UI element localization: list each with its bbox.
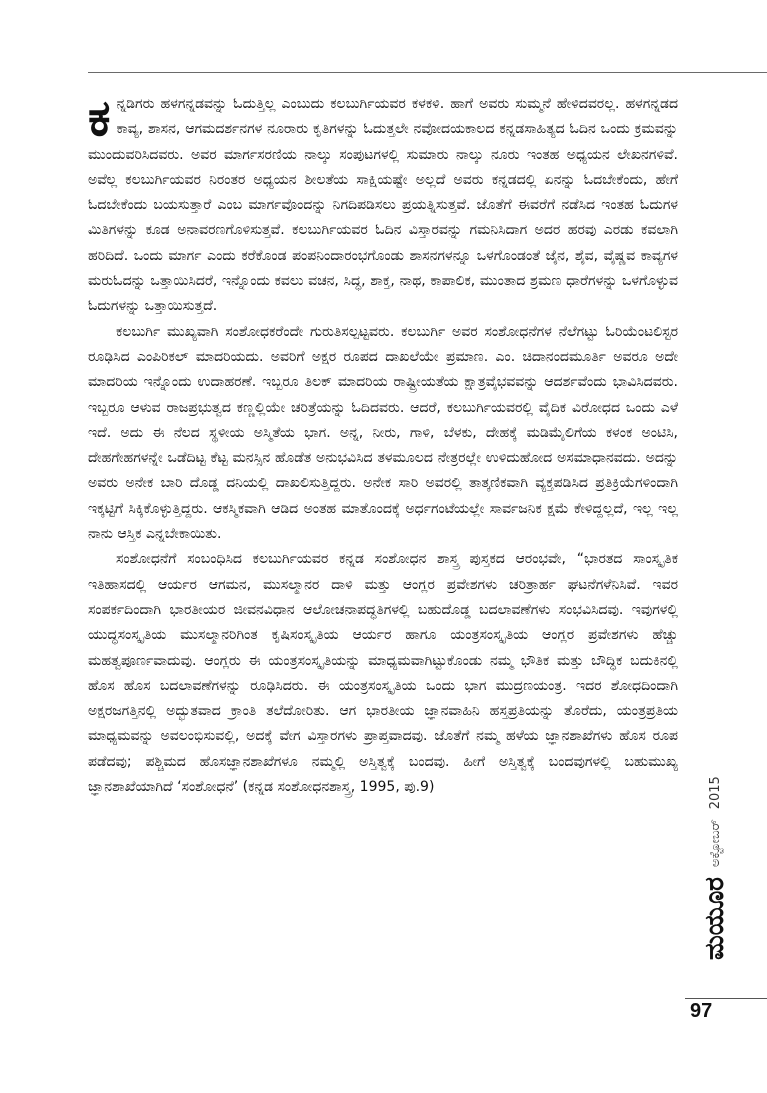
- masthead-rotated: [690, 720, 740, 960]
- paragraph-2: ಕಲಬುರ್ಗಿ ಮುಖ್ಯವಾಗಿ ಸಂಶೋಧಕರೆಂದೇ ಗುರುತಿಸಲ್ಪಟ್ಟವರು. ಕಲಬುರ್ಗಿ ಅವರ ಸಂಶೋಧನೆಗಳ ನೆಲೆಗಟ್ಟು ಓರಿಯೆಂಟಲಿಸ್ಟರ ರೂಢಿಸಿದ ಎಂಪಿರಿಕಲ್ ಮಾದರಿಯದು. ಅವರಿಗೆ ಅಕ್ಷರ ರೂಪದ ದಾಖಲೆಯೇ ಪ್ರಮಾಣ. ಎಂ. ಚಿದಾನಂದಮೂರ್ತಿ ಅವರೂ ಅದೇ ಮಾದರಿಯ ಇನ್ನೊಂದು ಉದಾಹರಣೆ. ಇಬ್ಬರೂ ತಿಲಕ್ ಮಾದರಿಯ ರಾಷ್ಟ್ರೀಯತೆಯ ಕ್ಷಾತ್ರವೈಭವವನ್ನು ಆದರ್ಶವೆಂದು ಭಾವಿಸಿದವರು. ಇಬ್ಬರೂ ಆಳುವ ರಾಜಪ್ರಭುತ್ವದ ಕಣ್ಣಲ್ಲಿಯೇ ಚರಿತ್ರೆಯನ್ನು ಓದಿದವರು. ಆದರೆ, ಕಲಬುರ್ಗಿಯವರಲ್ಲಿ ವೈದಿಕ ವಿರೋಧದ ಒಂದು ಎಳೆ ಇದೆ. ಅದು ಈ ನೆಲದ ಸ್ಥಳೀಯ ಅಸ್ಮಿತೆಯ ಭಾಗ. ಅನ್ನ, ನೀರು, ಗಾಳಿ, ಬೆಳಕು, ದೇಹಕ್ಕೆ ಮಡಿಮೈಲಿಗೆಯ ಕಳಂಕ ಅಂಟಿಸಿ, ದೇಹಗೇಹಗಳನ್ನೇ ಒಡೆದಿಟ್ಟ ಕೆಟ್ಟ ಮನಸ್ಸಿನ ಹೊಡೆತ ಅನುಭವಿಸಿದ ತಳಮೂಲದ ನೇತ್ರರಲ್ಲೇ ಉಳಿದುಹೋದ ಅಸಮಾಧಾನವದು. ಅದನ್ನು ಅವರು ಅನೇಕ ಬಾರಿ ದೊಡ್ಡ ದನಿಯಲ್ಲಿ ದಾಖಲಿಸುತ್ತಿದ್ದರು. ಅನೇಕ ಸಾರಿ ಅವರಲ್ಲಿ ತಾತ್ಕಣಿಕವಾಗಿ ವ್ಯಕ್ತಪಡಿಸಿದ ಪ್ರತಿಕ್ರಿಯೆಗಳಿಂದಾಗಿ ಇಕ್ಕಟ್ಟಿಗೆ ಸಿಕ್ಕಿಕೊಳ್ಳುತ್ತಿದ್ದರು. ಆಕಸ್ಮಿಕವಾಗಿ ಆಡಿದ ಅಂತಹ ಮಾತೊಂದಕ್ಕೆ ಅರ್ಧಗಂಟೆಯಲ್ಲೇ ಸಾರ್ವಜನಿಕ ಕ್ಷಮೆ ಕೇಳಿದ್ದಲ್ಲದೆ, ಇಲ್ಲ ಇಲ್ಲ ನಾನು ಆಸ್ತಿಕ ಎನ್ನಬೇಕಾಯಿತು.: [88, 323, 678, 543]
- paragraph-3: ಸಂಶೋಧನೆಗೆ ಸಂಬಂಧಿಸಿದ ಕಲಬುರ್ಗಿಯವರ ಕನ್ನಡ ಸಂಶೋಧನ ಶಾಸ್ತ್ರ ಪುಸ್ತಕದ ಆರಂಭವೇ, “ಭಾರತದ ಸಾಂಸ್ಕೃತಿಕ ಇತಿಹಾಸದಲ್ಲಿ ಆರ್ಯರ ಆಗಮನ, ಮುಸಲ್ಮಾನರ ದಾಳಿ ಮತ್ತು ಆಂಗ್ಲರ ಪ್ರವೇಶಗಳು ಚರಿತ್ರಾರ್ಹ ಘಟನೆಗಳೆನಿಸಿವೆ. ಇವರ ಸಂಪರ್ಕದಿಂದಾಗಿ ಭಾರತೀಯರ ಜೀವನವಿಧಾನ ಆಲೋಚನಾಪದ್ಧತಿಗಳಲ್ಲಿ ಬಹುದೊಡ್ಡ ಬದಲಾವಣೆಗಳು ಸಂಭವಿಸಿದವು. ಇವುಗಳಲ್ಲಿ ಯುದ್ಧಸಂಸ್ಕೃತಿಯ ಮುಸಲ್ಮಾನರಿಗಿಂತ ಕೃಷಿಸಂಸ್ಕೃತಿಯ ಆರ್ಯರ ಹಾಗೂ ಯಂತ್ರಸಂಸ್ಕೃತಿಯ ಆಂಗ್ಲರ ಪ್ರವೇಶಗಳು ಹೆಚ್ಚು ಮಹತ್ವಪೂರ್ಣವಾದುವು. ಆಂಗ್ಲರು ಈ ಯಂತ್ರಸಂಸ್ಕೃತಿಯನ್ನು ಮಾಧ್ಯಮವಾಗಿಟ್ಟುಕೊಂಡು ನಮ್ಮ ಭೌತಿಕ ಮತ್ತು ಬೌದ್ಧಿಕ ಬದುಕಿನಲ್ಲಿ ಹೊಸ ಹೊಸ ಬದಲಾವಣೆಗಳನ್ನು ರೂಢಿಸಿದರು. ಈ ಯಂತ್ರಸಂಸ್ಕೃತಿಯ ಒಂದು ಭಾಗ ಮುದ್ರಣಯಂತ್ರ. ಇದರ ಶೋಧದಿಂದಾಗಿ ಅಕ್ಷರಜಗತ್ತಿನಲ್ಲಿ ಅದ್ಭುತವಾದ ಕ್ರಾಂತಿ ತಲೆದೋರಿತು. ಆಗ ಭಾರತೀಯ ಜ್ಞಾನವಾಹಿನಿ ಹಸ್ತಪ್ರತಿಯನ್ನು ತೊರೆದು, ಯಂತ್ರಪ್ರತಿಯ ಮಾಧ್ಯಮವನ್ನು ಅವಲಂಭಿಸುವಲ್ಲಿ, ಅದಕ್ಕೆ ವೇಗ ವಿಸ್ತಾರಗಳು ಪ್ರಾಪ್ತವಾದವು. ಜೊತೆಗೆ ನಮ್ಮ ಹಳೆಯ ಜ್ಞಾನಶಾಖೆಗಳು ಹೊಸ ರೂಪ ಪಡೆದವು; ಪಶ್ಚಿಮದ ಹೊಸಜ್ಞಾನಶಾಖೆಗಳೂ ನಮ್ಮಲ್ಲಿ ಅಸ್ತಿತ್ವಕ್ಕೆ ಬಂದವು. ಹೀಗೆ ಅಸ್ತಿತ್ವಕ್ಕೆ ಬಂದವುಗಳಲ್ಲಿ ಬಹುಮುಖ್ಯ ಜ್ಞಾನಶಾಖೆಯಾಗಿದೆ ‘ಸಂಶೋಧನೆ’ (ಕನ್ನಡ ಸಂಶೋಧನಶಾಸ್ತ್ರ, 1995, ಪು.9): [88, 551, 678, 796]
- paragraph-1-text: ನ್ನಡಿಗರು ಹಳಗನ್ನಡವನ್ನು ಓದುತ್ತಿಲ್ಲ ಎಂಬುದು ಕಲಬುರ್ಗಿಯವರ ಕಳಕಳಿ. ಹಾಗೆ ಅವರು ಸುಮ್ಮನೆ ಹೇಳಿದವರಲ್ಲ. ಹಳಗನ್ನಡದ ಕಾವ್ಯ, ಶಾಸನ, ಆಗಮದರ್ಶನಗಳ ನೂರಾರು ಕೃತಿಗಳನ್ನು ಓದುತ್ತಲೇ ನವೋದಯಕಾಲದ ಕನ್ನಡಸಾಹಿತ್ಯದ ಓದಿನ ಒಂದು ಕ್ರಮವನ್ನು ಮುಂದುವರಿಸಿದವರು. ಅವರ ಮಾರ್ಗಸರಣಿಯ ನಾಲ್ಕು ಸಂಪುಟಗಳಲ್ಲಿ ಸುಮಾರು ನಾಲ್ಕು ನೂರು ಇಂತಹ ಅಧ್ಯಯನ ಲೇಖನಗಳಿವೆ. ಅವೆಲ್ಲ ಕಲಬುರ್ಗಿಯವರ ನಿರಂತರ ಅಧ್ಯಯನ ಶೀಲತೆಯ ಸಾಕ್ಷಿಯಷ್ಟೇ ಅಲ್ಲದೆ ಅವರು ಕನ್ನಡದಲ್ಲಿ ಏನನ್ನು ಓದಬೇಕೆಂದು, ಹೇಗೆ ಓದಬೇಕೆಂದು ಬಯಸುತ್ತಾರೆ ಎಂಬ ಮಾರ್ಗವೊಂದನ್ನು ನಿಗದಿಪಡಿಸಲು ಪ್ರಯತ್ನಿಸುತ್ತವೆ. ಜೊತೆಗೆ ಈವರೆಗೆ ನಡೆಸಿದ ಇಂತಹ ಓದುಗಳ ಮಿತಿಗಳನ್ನು ಕೂಡ ಅನಾವರಣಗೊಳಿಸುತ್ತವೆ. ಕಲಬುರ್ಗಿಯವರ ಓದಿನ ವಿಸ್ತಾರವನ್ನು ಗಮನಿಸಿದಾಗ ಅದರ ಹರವು ಎರಡು ಕವಲಾಗಿ ಹರಿದಿದೆ. ಒಂದು ಮಾರ್ಗ ಎಂದು ಕರೆಕೊಂಡ ಪಂಪನಿಂದಾರಂಭಗೊಂಡು ಶಾಸನಗಳನ್ನೂ ಒಳಗೊಂಡಂತೆ ಜೈನ, ಶೈವ, ವೈಷ್ಣವ ಕಾವ್ಯಗಳ ಮರುಓದನ್ನು ಒತ್ತಾಯಿಸಿದರೆ, ಇನ್ನೊಂದು ಕವಲು ವಚನ, ಸಿದ್ಧ, ಶಾಕ್ತ, ನಾಥ, ಕಾಪಾಲಿಕ, ಮುಂತಾದ ಶ್ರಮಣ ಧಾರೆಗಳನ್ನು ಒಳಗೊಳ್ಳುವ ಓದುಗಳನ್ನು ಒತ್ತಾಯಿಸುತ್ತದೆ.: [88, 96, 678, 315]
- article-body: [88, 89, 678, 800]
- drop-cap: ಕ: [88, 89, 111, 147]
- magazine-name: ಮಯೂರ: [699, 877, 730, 960]
- top-divider: [88, 72, 767, 73]
- issue-year: 2015: [707, 776, 723, 810]
- magazine-masthead-sidebar: [690, 720, 740, 960]
- page-number-divider: [685, 998, 767, 999]
- issue-month: ಅಕ್ಟೋಬರ್: [707, 819, 723, 868]
- page-number: 97: [690, 1000, 713, 1022]
- paragraph-1: [88, 89, 678, 320]
